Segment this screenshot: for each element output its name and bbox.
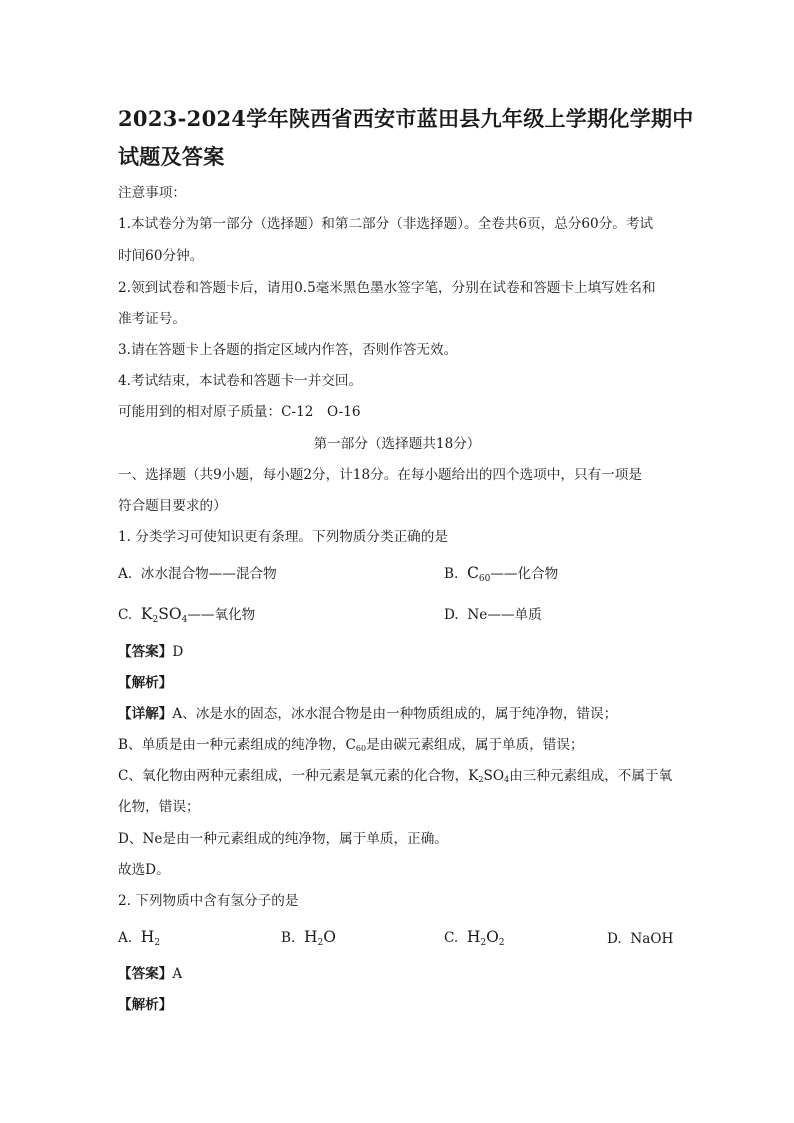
option-label: D. bbox=[444, 607, 459, 623]
option-label: C. bbox=[118, 607, 133, 623]
option-label: B. bbox=[444, 566, 459, 582]
option-label: A. bbox=[118, 930, 133, 946]
document-title-line-1: 2023-2024学年陕西省西安市蓝田县九年级上学期化学期中 bbox=[118, 106, 694, 131]
formula-h2: $H_2$ bbox=[140, 928, 161, 948]
formula-h2o: $H_2O$ bbox=[303, 928, 336, 948]
question-1-analysis-tag: 【解析】 bbox=[118, 675, 173, 691]
question-1-conclusion: 故选D。 bbox=[118, 862, 170, 878]
notice-item-2: 2.领到试卷和答题卡后，请用0.5毫米黑色墨水签字笔，分别在试卷和答题卡上填写姓名和 bbox=[118, 280, 656, 296]
notice-item-4: 4.考试结束，本试卷和答题卡一并交回。 bbox=[118, 373, 363, 389]
question-1-detail-c-cont: 化物，错误； bbox=[118, 799, 200, 815]
question-1-option-b bbox=[444, 566, 558, 584]
question-2-option-a bbox=[118, 930, 160, 948]
option-text: ——化合物 bbox=[490, 566, 559, 582]
notice-item-2-cont: 准考证号。 bbox=[118, 311, 186, 327]
question-1-detail-d: D、Ne是由一种元素组成的纯净物，属于单质，正确。 bbox=[118, 831, 448, 847]
answer-value: A bbox=[172, 966, 183, 982]
answer-value: D bbox=[172, 644, 184, 660]
answer-tag: 【答案】 bbox=[118, 644, 173, 660]
option-text: ——氧化物 bbox=[187, 607, 256, 623]
section-1-instructions: 一、选择题（共9小题，每小题2分，计18分。在每小题给出的四个选项中，只有一项是 bbox=[118, 467, 642, 483]
detail-tag: 【详解】 bbox=[118, 706, 173, 722]
formula-c60: $C_{60}$ bbox=[466, 564, 491, 584]
notice-item-3: 3.请在答题卡上各题的指定区域内作答，否则作答无效。 bbox=[118, 342, 458, 358]
part-1-heading: 第一部分（选择题共18分） bbox=[313, 436, 481, 452]
question-1-option-d bbox=[444, 609, 542, 623]
option-label: B. bbox=[281, 930, 296, 946]
question-1-option-a bbox=[118, 568, 277, 582]
notice-item-1-cont: 时间60分钟。 bbox=[118, 248, 204, 264]
formula-k2so4: $K_2SO_4$ bbox=[140, 605, 188, 625]
question-1-detail-a: 【详解】A、冰是水的固态，冰水混合物是由一种物质组成的，属于纯净物，错误； bbox=[118, 706, 618, 722]
answer-tag: 【答案】 bbox=[118, 966, 173, 982]
option-label: C. bbox=[444, 930, 459, 946]
question-2-answer bbox=[118, 968, 182, 982]
atomic-mass-note: 可能用到的相对原子质量：C-12 O-16 bbox=[118, 404, 361, 420]
notice-item-1: 1.本试卷分为第一部分（选择题）和第二部分（非选择题）。全卷共6页，总分60分。考试 bbox=[118, 216, 654, 232]
question-2-option-d bbox=[607, 933, 673, 947]
question-2-stem: 2. 下列物质中含有氢分子的是 bbox=[118, 893, 299, 909]
question-1-answer bbox=[118, 646, 183, 660]
question-2-option-c bbox=[444, 930, 505, 948]
option-text: 冰水混合物——混合物 bbox=[140, 566, 277, 582]
question-2-analysis-tag: 【解析】 bbox=[118, 997, 173, 1013]
question-1-detail-b: B、单质是由一种元素组成的纯净物，$C_{60}$是由碳元素组成，属于单质，错误； bbox=[118, 737, 584, 753]
formula-h2o2: $H_2O_2$ bbox=[466, 928, 505, 948]
question-1-option-c bbox=[118, 607, 255, 625]
document-title-line-2: 试题及答案 bbox=[118, 144, 225, 169]
notice-heading: 注意事项： bbox=[118, 185, 186, 201]
question-1-stem: 1. 分类学习可使知识更有条理。下列物质分类正确的是 bbox=[118, 529, 448, 545]
option-text: NaOH bbox=[630, 931, 674, 947]
option-label: D. bbox=[607, 931, 622, 947]
option-text: Ne——单质 bbox=[467, 607, 542, 623]
question-1-detail-c: C、氧化物由两种元素组成，一种元素是氧元素的化合物，$K_2SO_4$由三种元素组成，不属于氧 bbox=[118, 768, 673, 784]
option-label: A. bbox=[118, 566, 133, 582]
section-1-instructions-cont: 符合题目要求的） bbox=[118, 498, 227, 514]
question-2-option-b bbox=[281, 930, 336, 948]
